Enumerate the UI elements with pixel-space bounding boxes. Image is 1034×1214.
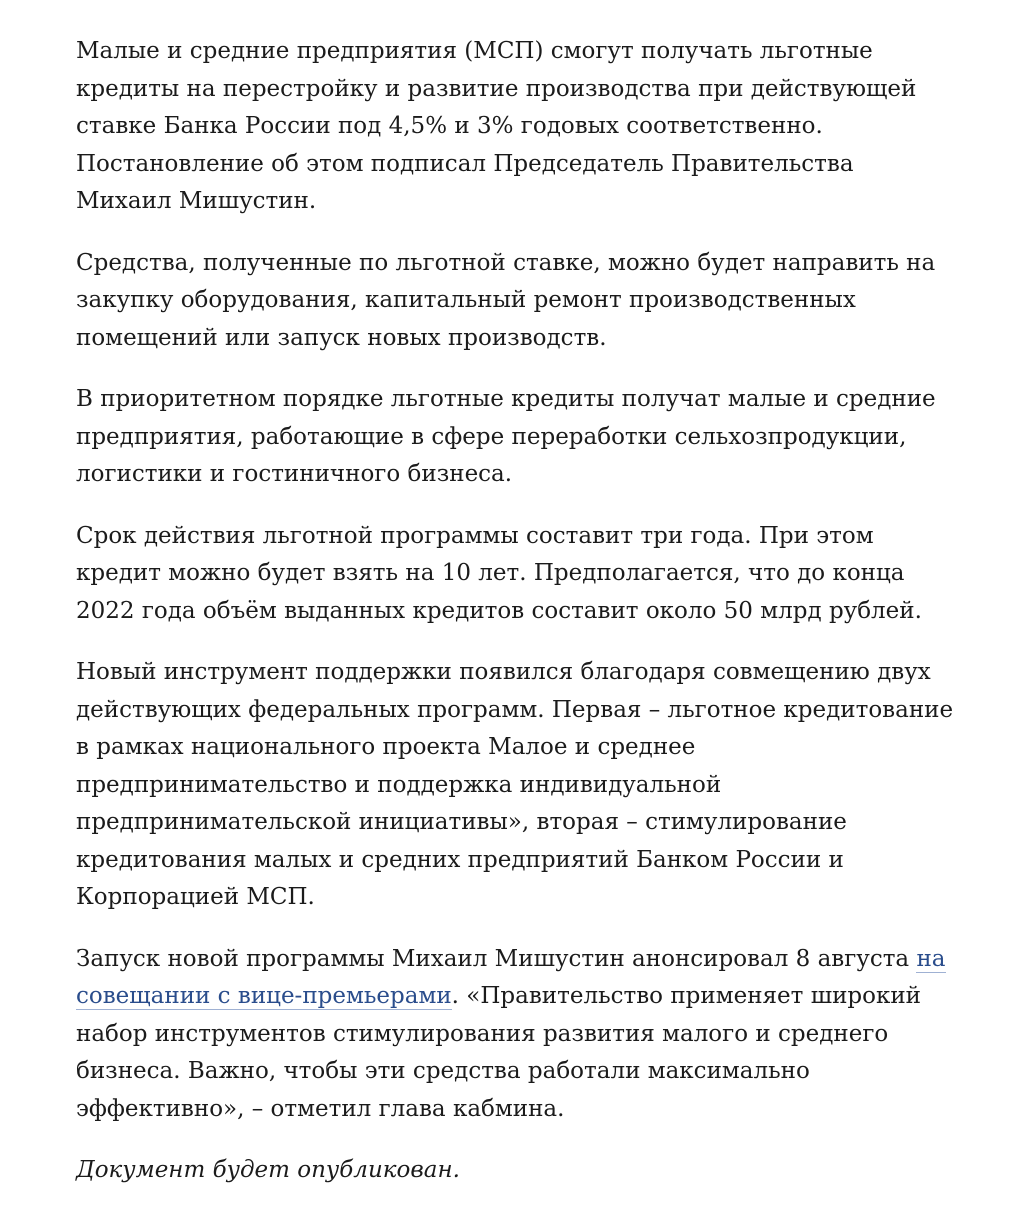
article-body [76,33,956,1214]
paragraph-text-after-link: . «Правительство применяет широкий набор инструментов стимулирования развития малого и среднего бизнеса. Важно, чтобы эти средства работали максимально эффективно», – отметил глава кабмина. [76,983,922,1122]
article-paragraph-1: Малые и средние предприятия (МСП) смогут получать льготные кредиты на перестройку и развитие производства при действующей ставке Банка России под 4,5% и 3% годовых соответственно. Постановление об этом подписал Председатель Правительства Михаил Мишустин. [76,38,917,214]
paragraph-text-before-link: Запуск новой программы Михаил Мишустин анонсировал 8 августа [76,945,917,972]
publication-note: Документ будет опубликован. [76,1157,460,1183]
article-paragraph-5: Новый инструмент поддержки появился благодаря совмещению двух действующих федеральных программ. Первая – льготное кредитование в рамках национального проекта Малое и среднее предпринимательство и поддержка индивидуальной предпринимательской инициативы», вторая – стимулирование кредитования малых и средних предприятий Банком России и Корпорацией МСП. [76,659,954,910]
meeting-link[interactable]: на совещании с вице-премьерами [76,945,946,1009]
article-paragraph-2: Средства, полученные по льготной ставке, можно будет направить на закупку оборудования, капитальный ремонт производственных помещений или запуск новых производств. [76,249,936,351]
article-paragraph-4: Срок действия льготной программы составит три года. При этом кредит можно будет взять на 10 лет. Предполагается, что до конца 2022 года объём выданных кредитов составит около 50 млрд рублей. [76,522,922,624]
article-paragraph-3: В приоритетном порядке льготные кредиты получат малые и средние предприятия, работающие в сфере переработки сельхозпродукции, логистики и гостиничного бизнеса. [76,386,936,487]
article-paragraph-6 [76,941,956,1129]
